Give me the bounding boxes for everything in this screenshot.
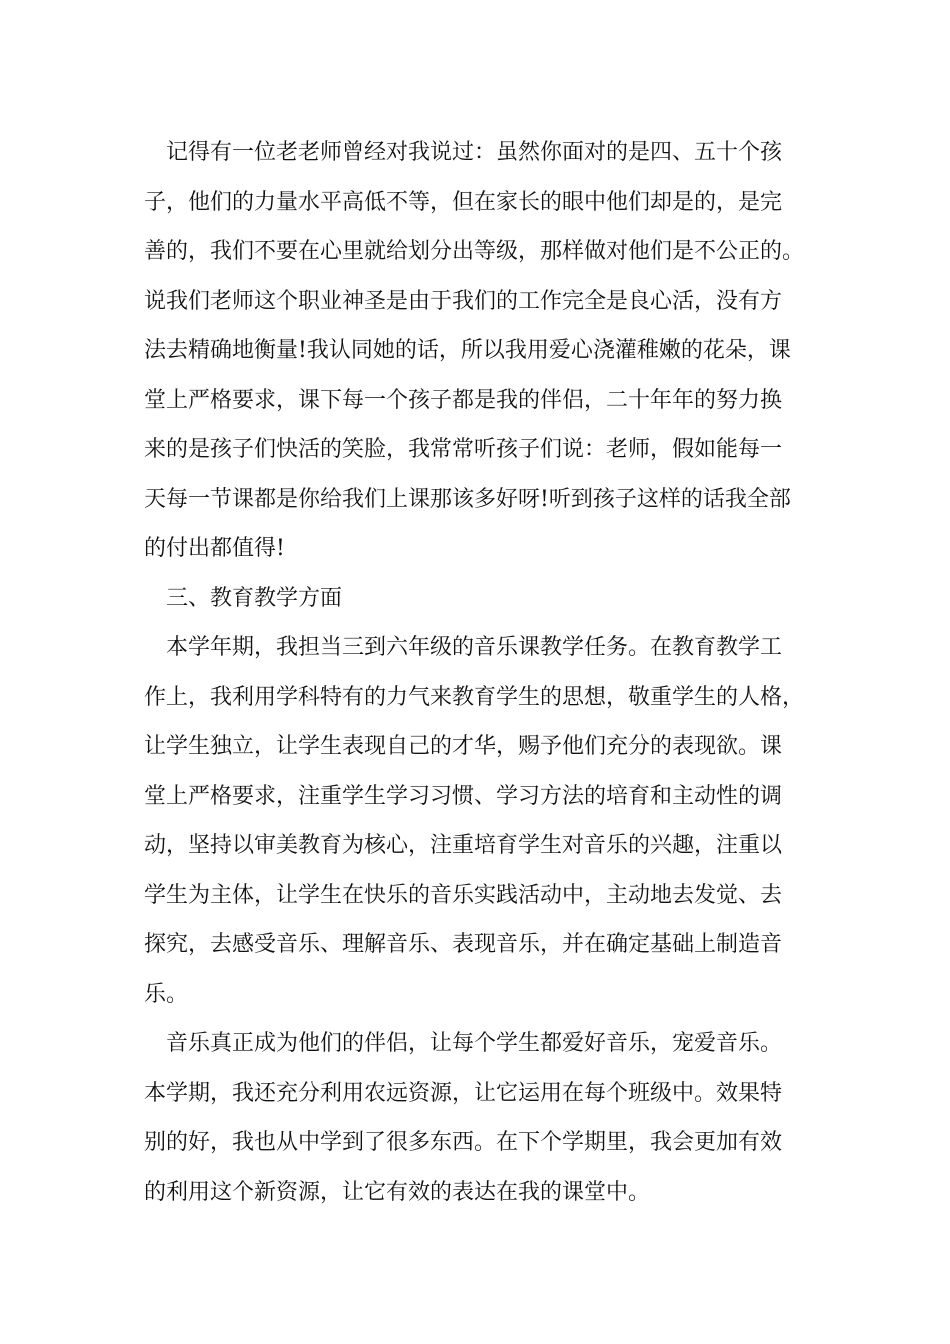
document-body xyxy=(144,128,816,1217)
paragraph-line: 法去精确地衡量!我认同她的话，所以我用爱心浇灌稚嫩的花朵，课 xyxy=(144,338,791,363)
paragraph-line: 乐。 xyxy=(144,981,189,1007)
paragraph-line: 来的是孩子们快活的笑脸，我常常听孩子们说：老师，假如能每一 xyxy=(144,437,783,462)
paragraph-line: 动，坚持以审美教育为核心，注重培育学生对音乐的兴趣，注重以 xyxy=(144,833,783,858)
paragraph-line: 天每一节课都是你给我们上课那该多好呀!听到孩子这样的话我全部 xyxy=(144,486,791,512)
paragraph-line: 的利用这个新资源，让它有效的表达在我的课堂中。 xyxy=(144,1179,651,1205)
paragraph-line: 善的，我们不要在心里就给划分出等级，那样做对他们是不公正的。 xyxy=(144,239,805,264)
paragraph-line: 本学年期，我担当三到六年级的音乐课教学任务。在教育教学工 xyxy=(166,635,783,660)
paragraph-music-resources xyxy=(144,1019,816,1217)
paragraph-teacher-advice xyxy=(144,128,816,574)
paragraph-line: 别的好，我也从中学到了很多东西。在下个学期里，我会更加有效 xyxy=(144,1130,783,1155)
paragraph-line: 让学生独立，让学生表现自己的才华，赐予他们充分的表现欲。课 xyxy=(144,734,783,759)
section-heading: 三、教育教学方面 xyxy=(166,585,343,611)
paragraph-line: 记得有一位老老师曾经对我说过：虽然你面对的是四、五十个孩 xyxy=(166,140,783,165)
paragraph-line: 的付出都值得! xyxy=(144,536,285,561)
paragraph-line: 堂上严格要求，注重学生学习习惯、学习方法的培育和主动性的调 xyxy=(144,783,783,809)
paragraph-line: 本学期，我还充分利用农远资源，让它运用在每个班级中。效果特 xyxy=(144,1080,783,1106)
paragraph-line: 子，他们的力量水平高低不等，但在家长的眼中他们却是的，是完 xyxy=(144,189,783,215)
paragraph-line: 探究，去感受音乐、理解音乐、表现音乐，并在确定基础上制造音 xyxy=(144,932,783,957)
paragraph-line: 说我们老师这个职业神圣是由于我们的工作完全是良心活，没有方 xyxy=(144,288,783,314)
paragraph-line: 音乐真正成为他们的伴侣，让每个学生都爱好音乐，宠爱音乐。 xyxy=(166,1031,783,1056)
paragraph-line: 堂上严格要求，课下每一个孩子都是我的伴侣，二十年年的努力换 xyxy=(144,387,783,413)
paragraph-line: 学生为主体，让学生在快乐的音乐实践活动中，主动地去发觉、去 xyxy=(144,882,783,908)
paragraph-line: 作上，我利用学科特有的力气来教育学生的思想，敬重学生的人格， xyxy=(144,684,805,710)
paragraph-teaching-work xyxy=(144,623,816,1019)
